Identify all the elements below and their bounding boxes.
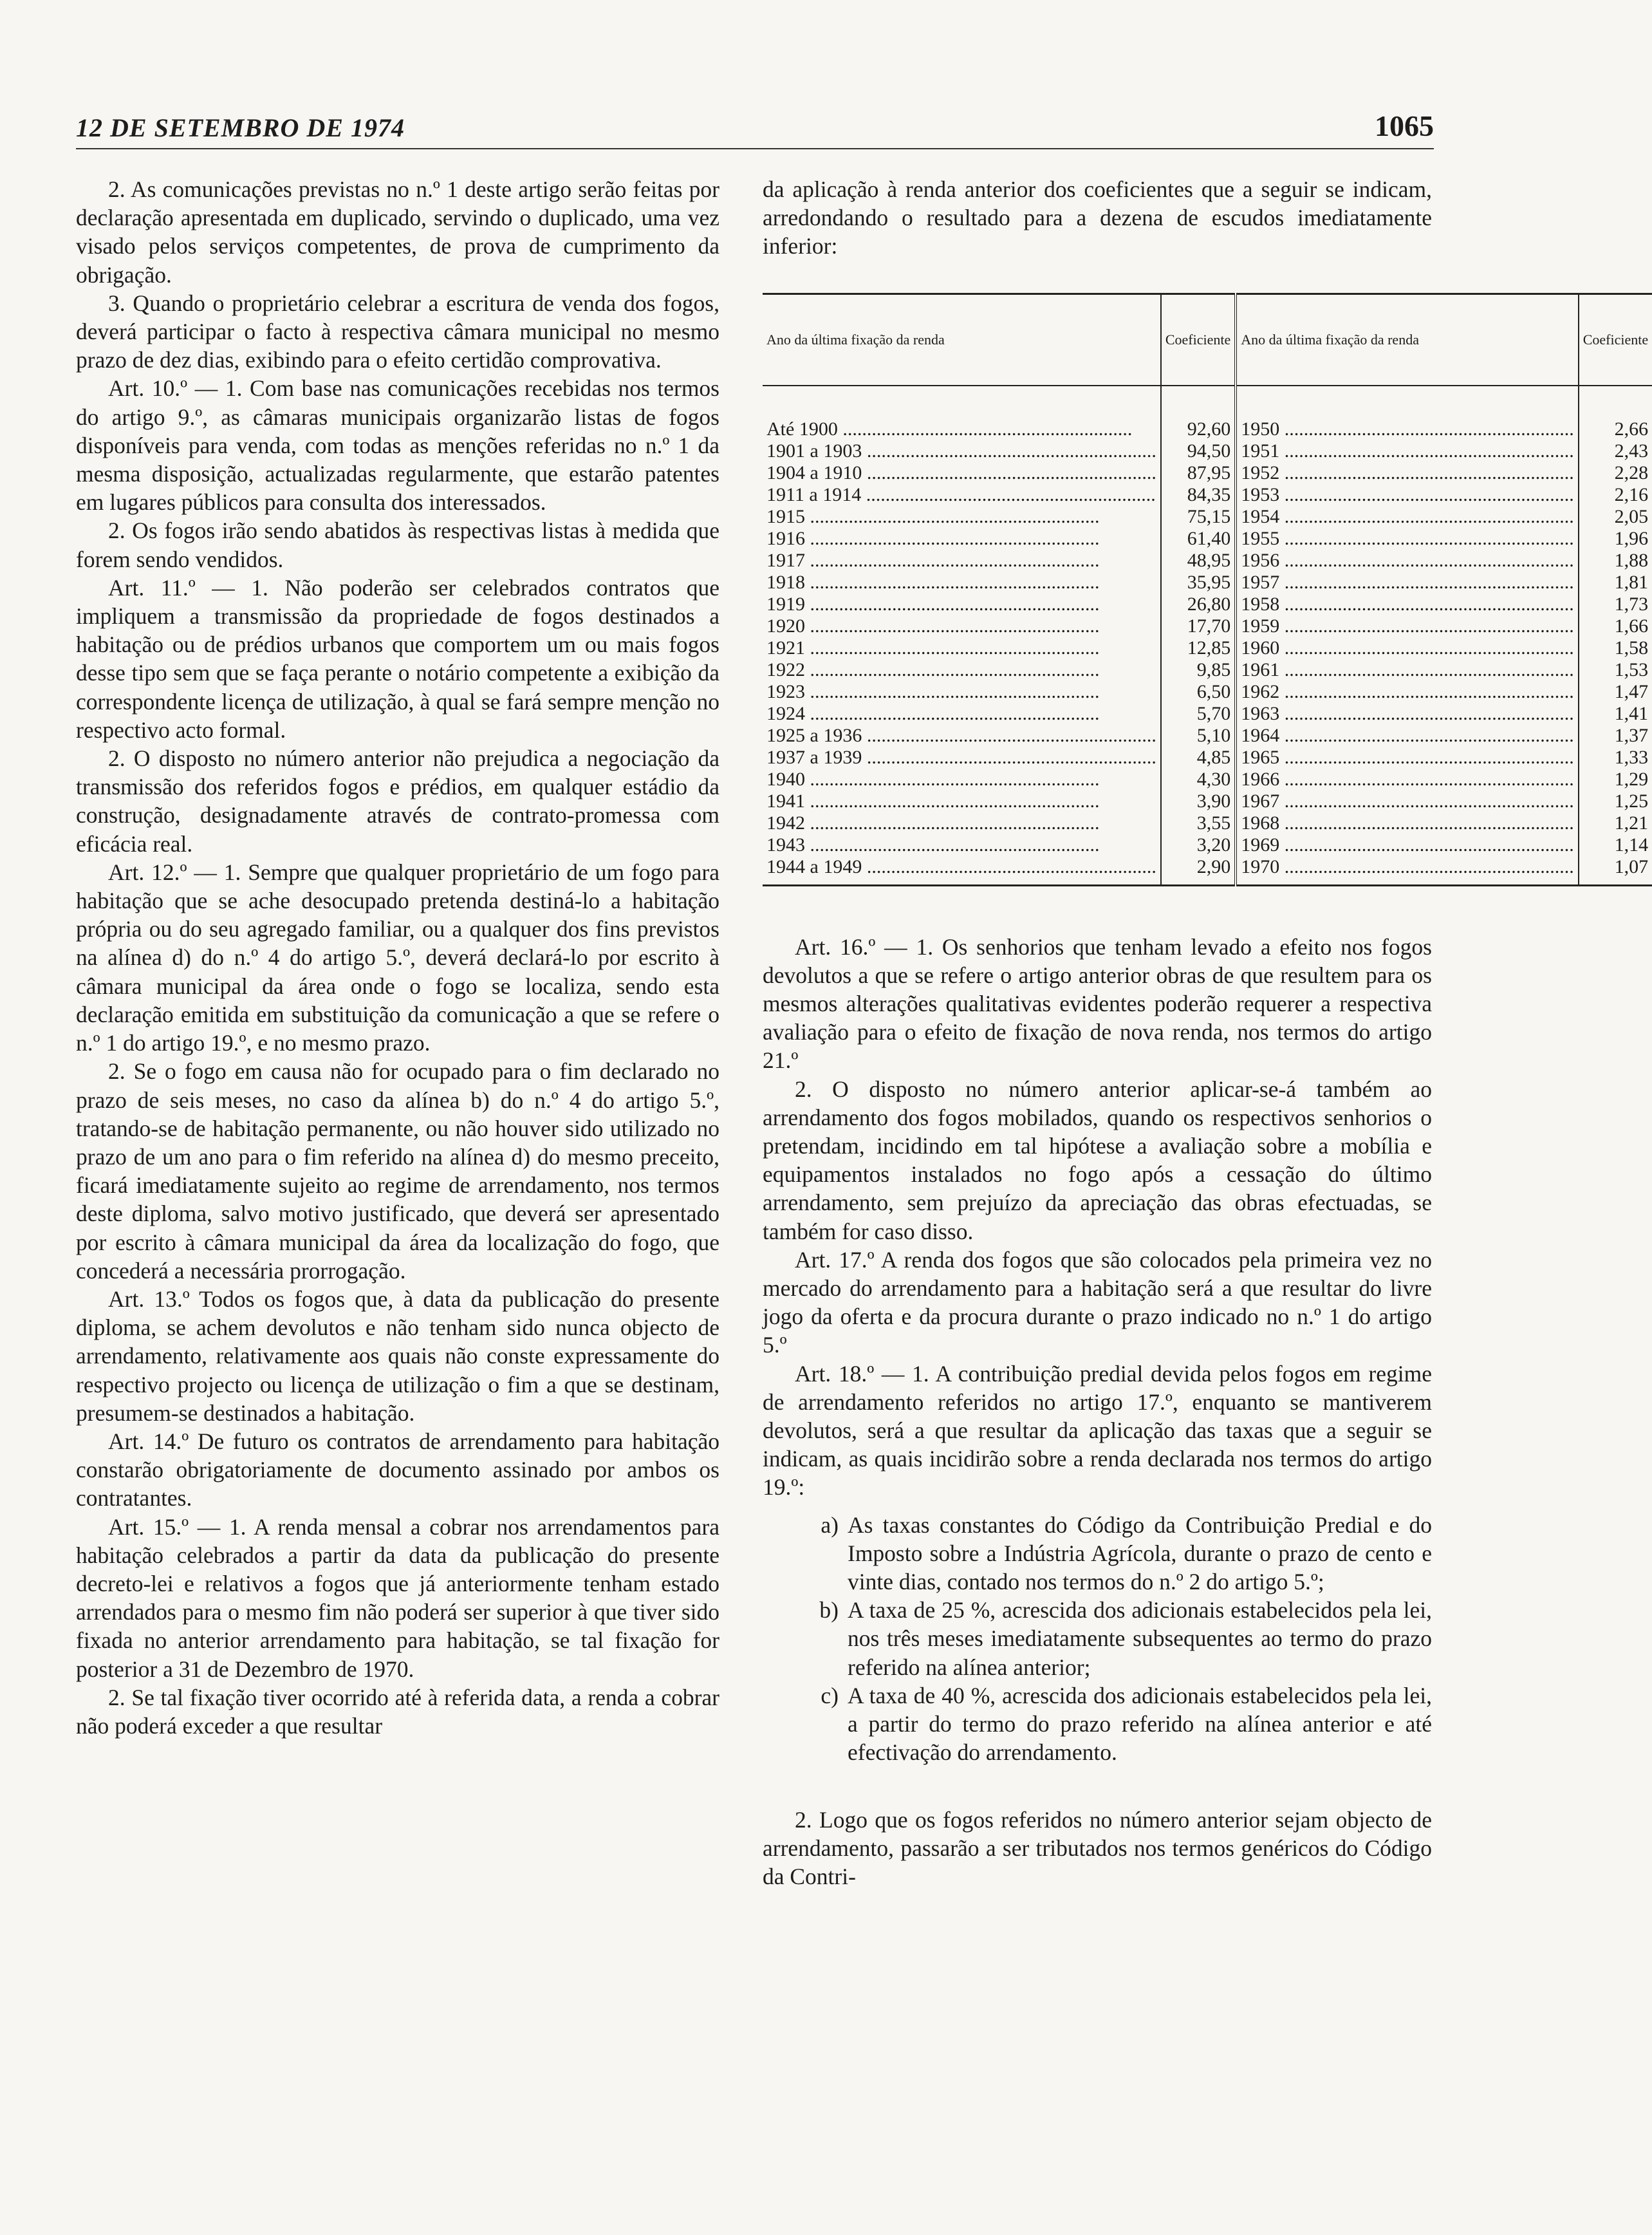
year-cell: 1937 a 1939 ............................................................ (766, 746, 1156, 768)
table-row (763, 856, 1652, 886)
year-cell: 1965 ............................................................ (1236, 747, 1579, 769)
paragraph: Art. 17.º A renda dos fogos que são colocados pela primeira vez no mercado do arrendamento para a habitação será a que resultar do livre jogo da oferta e da procura durante o prazo indicado no n.º 1 do artigo 5.º (763, 1246, 1432, 1358)
year-cell: 1969 ............................................................ (1236, 834, 1579, 856)
year-cell: 1919 ............................................................ (766, 593, 1100, 615)
list-marker: b) (819, 1597, 839, 1623)
year-cell: 1942 ............................................................ (766, 812, 1100, 834)
coefficient-cell: 4,85 (1161, 747, 1236, 769)
coefficient-cell: 94,50 (1161, 440, 1236, 462)
column-header: Coeficiente (1161, 294, 1236, 386)
year-cell: 1967 ............................................................ (1236, 790, 1579, 812)
year-cell: 1964 ............................................................ (1236, 725, 1579, 747)
coefficient-cell: 12,85 (1161, 637, 1236, 659)
year-cell: 1911 a 1914 ............................................................ (766, 483, 1156, 505)
table-row (763, 681, 1652, 703)
coefficient-cell: 6,50 (1161, 681, 1236, 703)
coefficient-cell: 2,90 (1161, 856, 1236, 886)
tax-rate-list (763, 1511, 1432, 1767)
coefficient-table (763, 293, 1652, 886)
year-cell: 1921 ............................................................ (766, 637, 1100, 659)
list-item (763, 1681, 1432, 1767)
table-row (763, 769, 1652, 790)
coefficient-cell: 1,81 (1579, 572, 1652, 594)
coefficient-cell: 17,70 (1161, 615, 1236, 637)
paragraph: Art. 12.º — 1. Sempre que qualquer proprietário de um fogo para habitação que se ache desocupado pretenda destiná-lo a habitação própria ou do seu agregado familiar, ou a qualquer dos fins previstos na alínea d) do n.º 4 do artigo 5.º, deverá declará-lo por escrito à câmara municipal da área onde o fogo se localiza, sendo esta declaração emitida em substituição da comunicação a que se refere o n.º 1 do artigo 19.º, e no mesmo prazo. (76, 859, 719, 1056)
table-row (763, 812, 1652, 834)
coefficient-cell: 2,66 (1579, 418, 1652, 440)
coefficient-cell: 2,43 (1579, 440, 1652, 462)
year-cell: 1961 ............................................................ (1236, 659, 1579, 681)
table-row (763, 725, 1652, 747)
coefficient-cell: 1,66 (1579, 615, 1652, 637)
coefficient-cell: 87,95 (1161, 462, 1236, 484)
table-row (763, 703, 1652, 725)
coefficient-cell: 48,95 (1161, 550, 1236, 572)
year-cell: 1957 ............................................................ (1236, 572, 1579, 594)
year-cell: 1953 ............................................................ (1236, 484, 1579, 506)
table-row (763, 572, 1652, 594)
year-cell: 1920 ............................................................ (766, 615, 1100, 637)
paragraph: 2. Os fogos irão sendo abatidos às respectivas listas à medida que forem sendo vendidos. (76, 518, 719, 572)
paragraph: 2. Se tal fixação tiver ocorrido até à referida data, a renda a cobrar não poderá exceder a que resultar (76, 1684, 719, 1739)
table-row (763, 615, 1652, 637)
year-cell: 1901 a 1903 ............................................................ (766, 440, 1156, 462)
page-header (76, 103, 1434, 149)
list-marker: c) (821, 1682, 839, 1708)
list-item-text: As taxas constantes do Código da Contribuição Predial e do Imposto sobre a Indústria Agrícola, durante o prazo de cento e vinte dias, contado nos termos do n.º 2 do artigo 5.º; (848, 1511, 1432, 1595)
year-cell: 1940 ............................................................ (766, 768, 1100, 790)
coefficient-cell: 9,85 (1161, 659, 1236, 681)
year-cell: 1941 ............................................................ (766, 790, 1100, 812)
coefficient-cell: 84,35 (1161, 484, 1236, 506)
year-cell: 1966 ............................................................ (1236, 769, 1579, 790)
column-header: Coeficiente (1579, 294, 1652, 386)
year-cell: 1915 ............................................................ (766, 505, 1100, 527)
coefficient-cell: 1,21 (1579, 812, 1652, 834)
year-cell: 1923 ............................................................ (766, 680, 1100, 702)
list-item-text: A taxa de 40 %, acrescida dos adicionais estabelecidos pela lei, a partir do termo do prazo referido na alínea anterior e até efectivação do arrendamento. (848, 1682, 1432, 1766)
coefficient-cell: 3,20 (1161, 834, 1236, 856)
coefficient-cell: 1,37 (1579, 725, 1652, 747)
paragraph: Art. 10.º — 1. Com base nas comunicações recebidas nos termos do artigo 9.º, as câmaras municipais organizarão listas de fogos disponíveis para venda, com todas as menções referidas no n.º 1 da mesma disposição, actualizadas regularmente, que estarão patentes em lugares públicos para consulta dos interessados. (76, 375, 719, 516)
paragraph: Art. 11.º — 1. Não poderão ser celebrados contratos que impliquem a transmissão da propriedade de fogos destinados a habitação ou de prédios urbanos que comportem um ou mais fogos desse tipo sem que se faça perante o notário competente a exibição da correspondente licença de utilização, à qual se fará sempre menção no respectivo acto formal. (76, 574, 719, 743)
coefficient-cell: 1,25 (1579, 790, 1652, 812)
coefficient-cell: 1,58 (1579, 637, 1652, 659)
table-row (763, 747, 1652, 769)
coefficient-cell: 75,15 (1161, 506, 1236, 528)
paragraph: 2. O disposto no número anterior aplicar-se-á também ao arrendamento dos fogos mobilados, quando os respectivos senhorios o pretendam, incidindo em tal hipótese a avaliação sobre a mobília e equipamentos instalados no fogo após a cessação do último arrendamento, sem prejuízo da apreciação das obras efectuadas, se também for caso disso. (763, 1076, 1432, 1244)
year-cell: 1918 ............................................................ (766, 571, 1100, 593)
table-row (763, 484, 1652, 506)
year-cell: 1904 a 1910 ............................................................ (766, 462, 1156, 483)
year-cell: 1959 ............................................................ (1236, 615, 1579, 637)
list-marker: a) (821, 1511, 839, 1538)
year-cell: 1922 ............................................................ (766, 659, 1100, 680)
table-row (763, 440, 1652, 462)
paragraph: Art. 16.º — 1. Os senhorios que tenham levado a efeito nos fogos devolutos a que se refere o artigo anterior obras de que resultem para os mesmos alterações qualitativas evidentes poderão requerer a respectiva avaliação para o efeito de fixação de nova renda, nos termos do artigo 21.º (763, 933, 1432, 1074)
table-row (763, 528, 1652, 550)
list-item (763, 1596, 1432, 1681)
year-cell: 1954 ............................................................ (1236, 506, 1579, 528)
coefficient-cell: 2,05 (1579, 506, 1652, 528)
paragraph: Art. 15.º — 1. A renda mensal a cobrar nos arrendamentos para habitação celebrados a partir da data da publicação do presente decreto-lei e relativos a fogos que já anteriormente tenham estado arrendados para o mesmo fim não poderá ser superior à que tiver sido fixada no anterior arrendamento para habitação, se tal fixação for posterior a 31 de Dezembro de 1970. (76, 1513, 719, 1682)
coefficient-cell: 1,73 (1579, 594, 1652, 615)
year-cell: 1956 ............................................................ (1236, 550, 1579, 572)
paragraph: 2. O disposto no número anterior não prejudica a negociação da transmissão dos referidos fogos e prédios, em qualquer estádio da construção, designadamente através de contrato-promessa com eficácia real. (76, 745, 719, 857)
coefficient-cell: 1,47 (1579, 681, 1652, 703)
year-cell: 1951 ............................................................ (1236, 440, 1579, 462)
year-cell: 1963 ............................................................ (1236, 703, 1579, 725)
year-cell: 1962 ............................................................ (1236, 681, 1579, 703)
year-cell: 1970 ............................................................ (1236, 856, 1579, 886)
year-cell: 1955 ............................................................ (1236, 528, 1579, 550)
coefficient-cell: 35,95 (1161, 572, 1236, 594)
header-date: 12 DE SETEMBRO DE 1974 (76, 113, 405, 142)
paragraph: Art. 14.º De futuro os contratos de arrendamento para habitação constarão obrigatoriamente de documento assinado por ambos os contratantes. (76, 1428, 719, 1511)
coefficient-cell: 1,41 (1579, 703, 1652, 725)
coefficient-cell: 1,88 (1579, 550, 1652, 572)
coefficient-cell: 2,28 (1579, 462, 1652, 484)
paragraph: Art. 18.º — 1. A contribuição predial devida pelos fogos em regime de arrendamento referidos no artigo 17.º, enquanto se mantiverem devolutos, será a que resultar da aplicação das taxas que a seguir se indicam, as quais incidirão sobre a renda declarada nos termos do artigo 19.º: (763, 1360, 1432, 1501)
year-cell: 1960 ............................................................ (1236, 637, 1579, 659)
coefficient-cell: 3,90 (1161, 790, 1236, 812)
table-row (763, 834, 1652, 856)
list-item (763, 1511, 1432, 1596)
coefficient-cell: 1,33 (1579, 747, 1652, 769)
year-cell: 1968 ............................................................ (1236, 812, 1579, 834)
coefficient-cell: 26,80 (1161, 594, 1236, 615)
year-cell: 1917 ............................................................ (766, 549, 1100, 571)
year-cell: 1952 ............................................................ (1236, 462, 1579, 484)
table-body (763, 386, 1652, 886)
coefficient-cell: 1,14 (1579, 834, 1652, 856)
table-row (763, 462, 1652, 484)
paragraph: 2. As comunicações previstas no n.º 1 deste artigo serão feitas por declaração apresentada em duplicado, servindo o duplicado, uma vez visado pelos serviços competentes, de prova de cumprimento da obrigação. (76, 176, 719, 288)
page-number: 1065 (1375, 109, 1434, 142)
coefficient-cell: 1,29 (1579, 769, 1652, 790)
left-column (76, 175, 719, 1740)
year-cell: 1944 a 1949 ............................................................ (766, 856, 1156, 877)
year-cell: 1916 ............................................................ (766, 527, 1100, 549)
year-cell: Até 1900 ............................................................ (766, 418, 1133, 440)
column-header: Ano da última fixação da renda (1236, 294, 1579, 386)
year-cell: 1943 ............................................................ (766, 834, 1100, 856)
column-header: Ano da última fixação da renda (763, 294, 1161, 386)
table-row (763, 594, 1652, 615)
year-cell: 1924 ............................................................ (766, 702, 1100, 724)
coefficient-cell: 5,70 (1161, 703, 1236, 725)
paragraph: 3. Quando o proprietário celebrar a escritura de venda dos fogos, deverá participar o facto à respectiva câmara municipal no mesmo prazo de dez dias, exibindo para o efeito certidão comprovativa. (76, 290, 719, 373)
coefficient-cell: 1,96 (1579, 528, 1652, 550)
paragraph: 2. Logo que os fogos referidos no número anterior sejam objecto de arrendamento, passarão a ser tributados nos termos genéricos do Código da Contri- (763, 1806, 1432, 1889)
table-header-row (763, 294, 1652, 386)
year-cell: 1958 ............................................................ (1236, 594, 1579, 615)
year-cell: 1925 a 1936 ............................................................ (766, 724, 1156, 746)
coefficient-cell: 92,60 (1161, 418, 1236, 440)
coefficient-cell: 5,10 (1161, 725, 1236, 747)
table-row (763, 659, 1652, 681)
table-row (763, 637, 1652, 659)
year-cell: 1950 ............................................................ (1236, 418, 1579, 440)
paragraph: Art. 13.º Todos os fogos que, à data da publicação do presente diploma, se achem devolutos e não tenham sido nunca objecto de arrendamento, relativamente aos quais não conste expressamente do respectivo projecto ou licença de utilização o fim a que se destinam, presumem-se destinados a habitação. (76, 1286, 719, 1426)
table-row (763, 790, 1652, 812)
paragraph: da aplicação à renda anterior dos coeficientes que a seguir se indicam, arredondando o resultado para a dezena de escudos imediatamente inferior: (763, 176, 1432, 259)
coefficient-cell: 4,30 (1161, 769, 1236, 790)
table-row (763, 418, 1652, 440)
coefficient-cell: 61,40 (1161, 528, 1236, 550)
table-row (763, 550, 1652, 572)
right-column (763, 175, 1649, 1891)
coefficient-cell: 1,53 (1579, 659, 1652, 681)
coefficient-cell: 3,55 (1161, 812, 1236, 834)
list-item-text: A taxa de 25 %, acrescida dos adicionais estabelecidos pela lei, nos três meses imediatamente subsequentes ao termo do prazo referido na alínea anterior; (848, 1597, 1432, 1680)
coefficient-cell: 2,16 (1579, 484, 1652, 506)
table-row (763, 506, 1652, 528)
paragraph: 2. Se o fogo em causa não for ocupado para o fim declarado no prazo de seis meses, no caso da alínea b) do n.º 4 do artigo 5.º, tratando-se de habitação permanente, ou não houver sido utilizado no prazo de um ano para o fim referido na alínea d) do mesmo preceito, ficará imediatamente sujeito ao regime de arrendamento, nos termos deste diploma, salvo motivo justificado, que deverá ser apresentado por escrito à câmara municipal da área da localização do fogo, que concederá a necessária prorrogação. (76, 1058, 719, 1284)
coefficient-cell: 1,07 (1579, 856, 1652, 886)
